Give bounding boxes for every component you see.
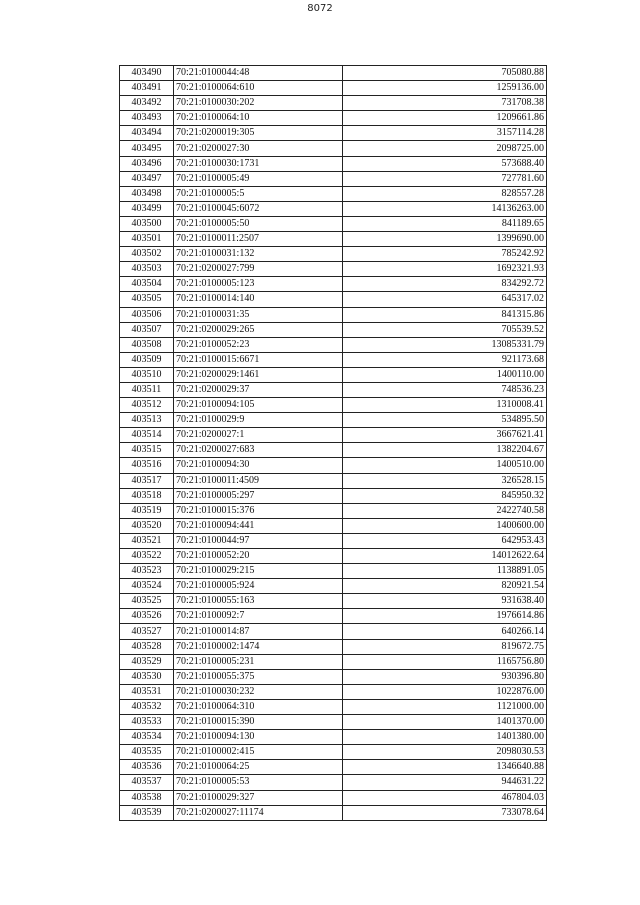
cadastral-number-cell: 70:21:0200027:1 [174,428,343,443]
table-row [120,745,547,760]
cadastral-number-cell: 70:21:0100014:87 [174,624,343,639]
cadastral-number-cell: 70:21:0100011:4509 [174,473,343,488]
table-row [120,352,547,367]
row-number-cell: 403519 [120,503,174,518]
row-number-cell: 403493 [120,111,174,126]
cadastral-number-cell: 70:21:0100052:23 [174,337,343,352]
table-row [120,367,547,382]
row-number-cell: 403520 [120,518,174,533]
cadastral-number-cell: 70:21:0200027:799 [174,262,343,277]
table-row [120,322,547,337]
row-number-cell: 403507 [120,322,174,337]
cadastral-value-cell: 820921.54 [343,579,547,594]
row-number-cell: 403529 [120,654,174,669]
row-number-cell: 403498 [120,186,174,201]
page-number: 8072 [307,3,333,14]
cadastral-value-cell: 841315.86 [343,307,547,322]
row-number-cell: 403534 [120,730,174,745]
cadastral-value-cell: 845950.32 [343,488,547,503]
table-row [120,186,547,201]
row-number-cell: 403496 [120,156,174,171]
cadastral-number-cell: 70:21:0100015:6671 [174,352,343,367]
cadastral-number-cell: 70:21:0100055:163 [174,594,343,609]
row-number-cell: 403530 [120,669,174,684]
cadastral-number-cell: 70:21:0100030:1731 [174,156,343,171]
table-row [120,790,547,805]
cadastral-number-cell: 70:21:0100064:25 [174,760,343,775]
row-number-cell: 403517 [120,473,174,488]
table-row [120,488,547,503]
table-row [120,594,547,609]
cadastral-number-cell: 70:21:0100094:105 [174,398,343,413]
cadastral-number-cell: 70:21:0100002:415 [174,745,343,760]
cadastral-number-cell: 70:21:0100005:53 [174,775,343,790]
cadastral-value-cell: 2098030.53 [343,745,547,760]
cadastral-value-cell: 834292.72 [343,277,547,292]
table-row [120,232,547,247]
row-number-cell: 403494 [120,126,174,141]
table-row [120,533,547,548]
table-row [120,156,547,171]
cadastral-number-cell: 70:21:0100011:2507 [174,232,343,247]
cadastral-number-cell: 70:21:0100015:376 [174,503,343,518]
table-row [120,262,547,277]
cadastral-value-cell: 1400600.00 [343,518,547,533]
table-row [120,277,547,292]
row-number-cell: 403495 [120,141,174,156]
cadastral-value-cell: 640266.14 [343,624,547,639]
table-row [120,66,547,81]
cadastral-number-cell: 70:21:0100031:35 [174,307,343,322]
cadastral-value-cell: 642953.43 [343,533,547,548]
cadastral-value-cell: 1346640.88 [343,760,547,775]
table-row [120,730,547,745]
row-number-cell: 403492 [120,96,174,111]
cadastral-value-cell: 2422740.58 [343,503,547,518]
cadastral-number-cell: 70:21:0100064:10 [174,111,343,126]
row-number-cell: 403518 [120,488,174,503]
cadastral-value-cell: 1138891.05 [343,564,547,579]
table-row [120,775,547,790]
cadastral-number-cell: 70:21:0100029:327 [174,790,343,805]
cadastral-value-cell: 13085331.79 [343,337,547,352]
cadastral-number-cell: 70:21:0100064:310 [174,699,343,714]
cadastral-number-cell: 70:21:0100094:30 [174,458,343,473]
cadastral-value-cell: 3157114.28 [343,126,547,141]
row-number-cell: 403490 [120,66,174,81]
cadastral-value-cell: 828557.28 [343,186,547,201]
table-row [120,805,547,820]
cadastral-value-cell: 1401370.00 [343,715,547,730]
cadastral-number-cell: 70:21:0100005:50 [174,216,343,231]
cadastral-number-cell: 70:21:0100045:6072 [174,201,343,216]
row-number-cell: 403516 [120,458,174,473]
table-row [120,171,547,186]
row-number-cell: 403502 [120,247,174,262]
row-number-cell: 403512 [120,398,174,413]
cadastral-value-cell: 1209661.86 [343,111,547,126]
table-row [120,503,547,518]
cadastral-value-cell: 930396.80 [343,669,547,684]
cadastral-number-cell: 70:21:0100005:924 [174,579,343,594]
table-row [120,443,547,458]
table-row [120,699,547,714]
table-row [120,216,547,231]
cadastral-value-table [119,65,547,821]
row-number-cell: 403514 [120,428,174,443]
cadastral-value-cell: 1022876.00 [343,684,547,699]
cadastral-value-cell: 1310008.41 [343,398,547,413]
row-number-cell: 403509 [120,352,174,367]
cadastral-value-cell: 727781.60 [343,171,547,186]
cadastral-number-cell: 70:21:0100005:5 [174,186,343,201]
row-number-cell: 403501 [120,232,174,247]
table-body [120,66,547,821]
table-row [120,609,547,624]
cadastral-number-cell: 70:21:0200019:305 [174,126,343,141]
table-row [120,413,547,428]
row-number-cell: 403497 [120,171,174,186]
table-row [120,564,547,579]
cadastral-value-cell: 731708.38 [343,96,547,111]
table-row [120,458,547,473]
cadastral-value-cell: 14136263.00 [343,201,547,216]
row-number-cell: 403522 [120,549,174,564]
cadastral-value-cell: 2098725.00 [343,141,547,156]
cadastral-number-cell: 70:21:0100029:9 [174,413,343,428]
cadastral-value-cell: 1399690.00 [343,232,547,247]
row-number-cell: 403511 [120,382,174,397]
cadastral-value-cell: 326528.15 [343,473,547,488]
row-number-cell: 403536 [120,760,174,775]
row-number-cell: 403513 [120,413,174,428]
row-number-cell: 403524 [120,579,174,594]
table-row [120,307,547,322]
cadastral-value-cell: 931638.40 [343,594,547,609]
cadastral-number-cell: 70:21:0200027:30 [174,141,343,156]
cadastral-number-cell: 70:21:0200029:265 [174,322,343,337]
row-number-cell: 403526 [120,609,174,624]
table-row [120,654,547,669]
row-number-cell: 403499 [120,201,174,216]
row-number-cell: 403532 [120,699,174,714]
cadastral-value-cell: 1692321.93 [343,262,547,277]
cadastral-value-cell: 467804.03 [343,790,547,805]
cadastral-number-cell: 70:21:0100005:49 [174,171,343,186]
table-row [120,760,547,775]
cadastral-value-cell: 534895.50 [343,413,547,428]
cadastral-number-cell: 70:21:0100044:97 [174,533,343,548]
table-row [120,292,547,307]
cadastral-value-cell: 1121000.00 [343,699,547,714]
cadastral-value-cell: 705539.52 [343,322,547,337]
row-number-cell: 403521 [120,533,174,548]
cadastral-value-cell: 785242.92 [343,247,547,262]
cadastral-value-cell: 819672.75 [343,639,547,654]
cadastral-number-cell: 70:21:0100005:123 [174,277,343,292]
cadastral-number-cell: 70:21:0100014:140 [174,292,343,307]
row-number-cell: 403523 [120,564,174,579]
cadastral-value-cell: 3667621.41 [343,428,547,443]
table-row [120,639,547,654]
table-row [120,624,547,639]
cadastral-number-cell: 70:21:0100044:48 [174,66,343,81]
cadastral-number-cell: 70:21:0100094:441 [174,518,343,533]
cadastral-value-cell: 573688.40 [343,156,547,171]
row-number-cell: 403528 [120,639,174,654]
row-number-cell: 403515 [120,443,174,458]
row-number-cell: 403527 [120,624,174,639]
cadastral-number-cell: 70:21:0100092:7 [174,609,343,624]
cadastral-number-cell: 70:21:0100064:610 [174,81,343,96]
cadastral-value-cell: 1259136.00 [343,81,547,96]
table-row [120,684,547,699]
row-number-cell: 403510 [120,367,174,382]
cadastral-value-cell: 944631.22 [343,775,547,790]
cadastral-number-cell: 70:21:0100002:1474 [174,639,343,654]
row-number-cell: 403533 [120,715,174,730]
cadastral-value-cell: 841189.65 [343,216,547,231]
cadastral-value-cell: 1400510.00 [343,458,547,473]
row-number-cell: 403525 [120,594,174,609]
cadastral-number-cell: 70:21:0100015:390 [174,715,343,730]
cadastral-number-cell: 70:21:0100094:130 [174,730,343,745]
table-row [120,141,547,156]
table-row [120,398,547,413]
table-row [120,549,547,564]
table-row [120,579,547,594]
cadastral-value-cell: 921173.68 [343,352,547,367]
cadastral-number-cell: 70:21:0100005:297 [174,488,343,503]
cadastral-number-cell: 70:21:0200027:11174 [174,805,343,820]
row-number-cell: 403508 [120,337,174,352]
cadastral-value-cell: 1382204.67 [343,443,547,458]
row-number-cell: 403491 [120,81,174,96]
cadastral-value-cell: 1400110.00 [343,367,547,382]
table-row [120,382,547,397]
cadastral-value-cell: 645317.02 [343,292,547,307]
table-row [120,81,547,96]
row-number-cell: 403503 [120,262,174,277]
table-row [120,111,547,126]
cadastral-value-cell: 1165756.80 [343,654,547,669]
table-row [120,337,547,352]
row-number-cell: 403506 [120,307,174,322]
row-number-cell: 403500 [120,216,174,231]
cadastral-number-cell: 70:21:0100030:202 [174,96,343,111]
cadastral-value-cell: 748536.23 [343,382,547,397]
cadastral-value-cell: 14012622.64 [343,549,547,564]
table-row [120,428,547,443]
cadastral-value-cell: 733078.64 [343,805,547,820]
row-number-cell: 403504 [120,277,174,292]
cadastral-number-cell: 70:21:0100005:231 [174,654,343,669]
cadastral-value-cell: 1401380.00 [343,730,547,745]
table-row [120,715,547,730]
cadastral-number-cell: 70:21:0100052:20 [174,549,343,564]
table-row [120,473,547,488]
row-number-cell: 403538 [120,790,174,805]
row-number-cell: 403531 [120,684,174,699]
table-row [120,669,547,684]
cadastral-number-cell: 70:21:0200029:1461 [174,367,343,382]
table-row [120,96,547,111]
cadastral-value-cell: 705080.88 [343,66,547,81]
cadastral-number-cell: 70:21:0100030:232 [174,684,343,699]
cadastral-value-cell: 1976614.86 [343,609,547,624]
cadastral-number-cell: 70:21:0200029:37 [174,382,343,397]
row-number-cell: 403539 [120,805,174,820]
table-row [120,126,547,141]
cadastral-number-cell: 70:21:0200027:683 [174,443,343,458]
cadastral-number-cell: 70:21:0100031:132 [174,247,343,262]
row-number-cell: 403535 [120,745,174,760]
cadastral-number-cell: 70:21:0100055:375 [174,669,343,684]
row-number-cell: 403505 [120,292,174,307]
table-row [120,247,547,262]
row-number-cell: 403537 [120,775,174,790]
cadastral-number-cell: 70:21:0100029:215 [174,564,343,579]
table-row [120,201,547,216]
table-row [120,518,547,533]
